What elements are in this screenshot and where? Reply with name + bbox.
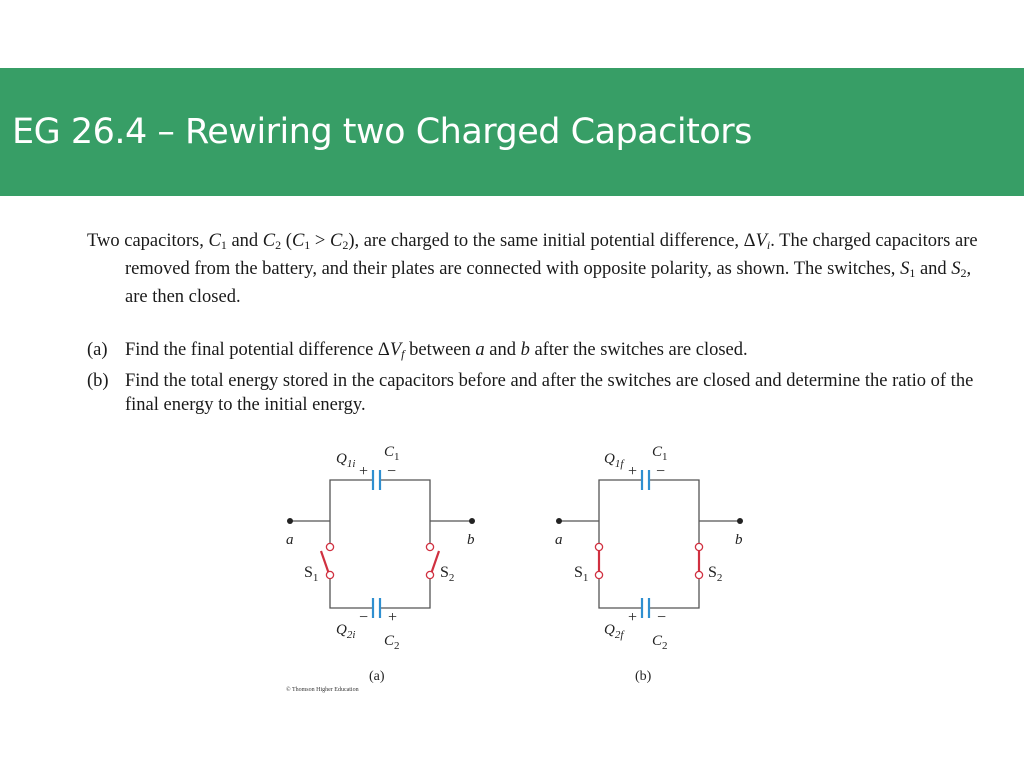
capacitor-c2-b — [642, 598, 649, 618]
node-b-dot-b — [737, 518, 743, 524]
switch-s1-b — [595, 543, 602, 578]
switch-s2-a — [426, 543, 439, 578]
node-label-a-b: a — [555, 532, 563, 548]
part-b: (b) Find the total energy stored in the capacitors before and after the switches are closed and determine the ratio of the final energy to the initial energy. — [87, 371, 974, 415]
switch-label-s2-a: $S_2$ — [440, 564, 455, 584]
top-minus-b: − — [656, 463, 666, 480]
bottom-minus-b: − — [657, 609, 667, 626]
switch-s1-a — [321, 543, 334, 578]
caption-a: (a) — [369, 669, 385, 684]
switch-label-s2-b: $S_2$ — [708, 564, 723, 584]
circuit-b — [559, 480, 740, 608]
top-plus-a: + — [359, 463, 369, 480]
capacitor-label-c2-a: $C_2$ — [384, 633, 400, 652]
capacitor-label-c1-b: $C_1$ — [652, 444, 668, 463]
bottom-plus-a: + — [388, 609, 398, 626]
switch-label-s1-b: $S_1$ — [574, 564, 589, 584]
circuit-a — [290, 480, 472, 608]
circuit-figure — [270, 432, 770, 697]
charge-label-q2i: $Q_{2i}$ — [336, 622, 356, 641]
capacitor-label-c1-a: $C_1$ — [384, 444, 400, 463]
bottom-minus-a: − — [359, 609, 369, 626]
capacitor-label-c2-b: $C_2$ — [652, 633, 668, 652]
switch-s2-b — [695, 543, 702, 578]
node-b-dot-a — [469, 518, 475, 524]
credit-text: © Thomson Higher Education — [286, 687, 359, 693]
top-plus-b: + — [628, 463, 638, 480]
charge-label-q2f: $Q_{2f}$ — [604, 622, 624, 641]
capacitor-c1-a — [373, 470, 380, 490]
node-a-dot-a — [287, 518, 293, 524]
charge-label-q1i: $Q_{1i}$ — [336, 451, 356, 470]
slide-title: EG 26.4 – Rewiring two Charged Capacitors — [12, 112, 752, 152]
caption-b: (b) — [635, 669, 652, 684]
part-a: (a) Find the final potential difference $\Delta V_f$ between a and b after the switches are closed. — [87, 340, 748, 361]
node-label-a-a: a — [286, 532, 294, 548]
node-a-dot-b — [556, 518, 562, 524]
node-label-b-b: b — [735, 532, 743, 548]
part-b-label: (b) — [87, 371, 109, 391]
switch-label-s1-a: $S_1$ — [304, 564, 319, 584]
bottom-plus-b: + — [628, 609, 638, 626]
problem-intro: Two capacitors, $C_1$ and $C_2$ $(C_1 > C_2)$, are charged to the same initial potential difference, $\Delta V_i$. The charged capacitors are removed from the battery, and their plates are connected with opposite polarity, as shown. The switches, $S_1$ and $S_2$, are then closed. — [87, 231, 978, 307]
part-a-label: (a) — [87, 340, 108, 360]
capacitor-c1-b — [642, 470, 649, 490]
capacitor-c2-a — [373, 598, 380, 618]
charge-label-q1f: $Q_{1f}$ — [604, 451, 624, 470]
node-label-b-a: b — [467, 532, 475, 548]
top-minus-a: − — [387, 463, 397, 480]
